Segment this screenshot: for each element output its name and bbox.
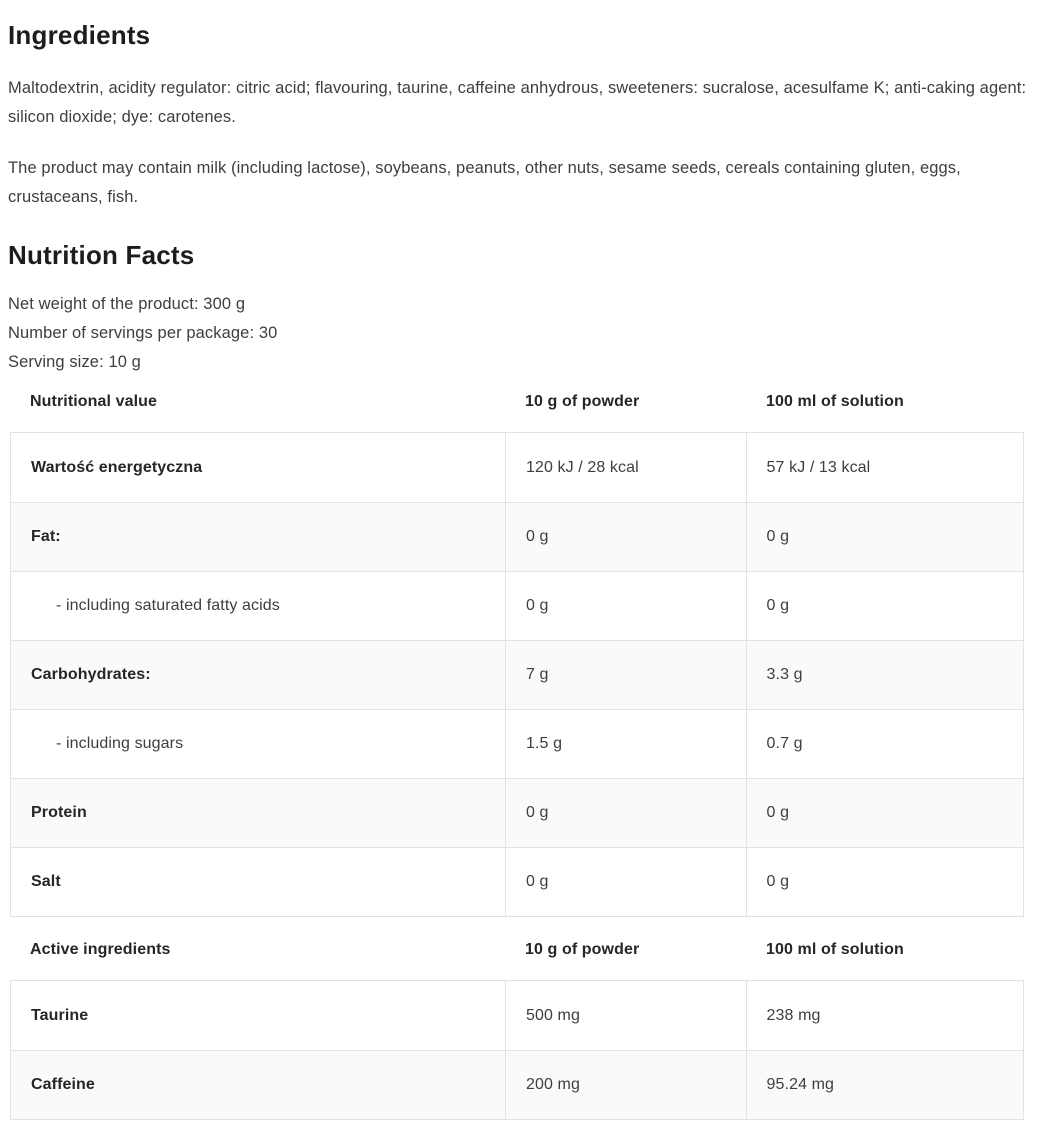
value-powder: 0 g: [505, 848, 746, 916]
servings-line: Number of servings per package: 30: [8, 324, 278, 342]
value-solution: 0.7 g: [746, 710, 1023, 778]
value-powder: 120 kJ / 28 kcal: [505, 433, 746, 502]
row-label: Wartość energetyczna: [31, 458, 203, 476]
row-label: - including saturated fatty acids: [56, 597, 280, 614]
nutrition-table-header: [10, 393, 1024, 432]
table-row-fat: [11, 502, 1023, 571]
row-label: Protein: [31, 804, 87, 821]
value-solution: 0 g: [746, 779, 1023, 847]
value-solution: 0 g: [746, 848, 1023, 916]
value-solution: 0 g: [746, 572, 1023, 640]
value-solution: 238 mg: [746, 981, 1023, 1050]
row-label: Caffeine: [31, 1076, 95, 1093]
value-powder: 500 mg: [505, 981, 746, 1050]
value-solution: 3.3 g: [746, 641, 1023, 709]
active-header-col2: 10 g of powder: [525, 941, 640, 958]
value-powder: 0 g: [505, 779, 746, 847]
row-label: Salt: [31, 873, 61, 890]
row-label: Taurine: [31, 1006, 89, 1024]
active-header-col3: 100 ml of solution: [766, 941, 904, 958]
ingredients-paragraph: Maltodextrin, acidity regulator: citric acid; flavouring, taurine, caffeine anhydrous, sweeteners: sucralose, acesulfame K; anti-caking agent: silicon dioxide; dye: carotenes.: [8, 79, 1027, 126]
serving-size-line: Serving size: 10 g: [8, 353, 141, 371]
table-row-protein: [11, 778, 1023, 847]
allergen-paragraph: The product may contain milk (including lactose), soybeans, peanuts, other nuts, sesame seeds, cereals containing gluten, eggs, crustaceans, fish.: [8, 159, 961, 206]
active-header-col1: Active ingredients: [30, 941, 171, 958]
table-row-energy: [11, 433, 1023, 502]
row-label: Fat:: [31, 528, 61, 545]
nutrition-header-col1: Nutritional value: [30, 393, 158, 410]
value-solution: 0 g: [746, 503, 1023, 571]
nutrition-header-col3: 100 ml of solution: [766, 393, 904, 410]
serving-info-block: [8, 290, 1034, 377]
value-solution: 57 kJ / 13 kcal: [746, 433, 1023, 502]
value-powder: 1.5 g: [505, 710, 746, 778]
table-row-sugars: [11, 709, 1023, 778]
active-ingredients-header: [10, 941, 1024, 980]
table-row-carbohydrates: [11, 640, 1023, 709]
table-row-saturated-fat: [11, 571, 1023, 640]
nutrition-facts-heading: Nutrition Facts: [8, 240, 195, 270]
nutrition-header-col2: 10 g of powder: [525, 393, 640, 410]
value-solution: 95.24 mg: [746, 1051, 1023, 1119]
table-row-salt: [11, 847, 1023, 916]
value-powder: 0 g: [505, 572, 746, 640]
row-label: Carbohydrates:: [31, 666, 151, 683]
nutrition-table: [10, 432, 1024, 917]
table-row-taurine: [11, 981, 1023, 1050]
net-weight-line: Net weight of the product: 300 g: [8, 295, 246, 313]
active-ingredients-table: [10, 980, 1024, 1120]
row-label: - including sugars: [56, 735, 184, 752]
ingredients-heading: Ingredients: [8, 20, 151, 50]
table-row-caffeine: [11, 1050, 1023, 1119]
value-powder: 0 g: [505, 503, 746, 571]
value-powder: 200 mg: [505, 1051, 746, 1119]
value-powder: 7 g: [505, 641, 746, 709]
